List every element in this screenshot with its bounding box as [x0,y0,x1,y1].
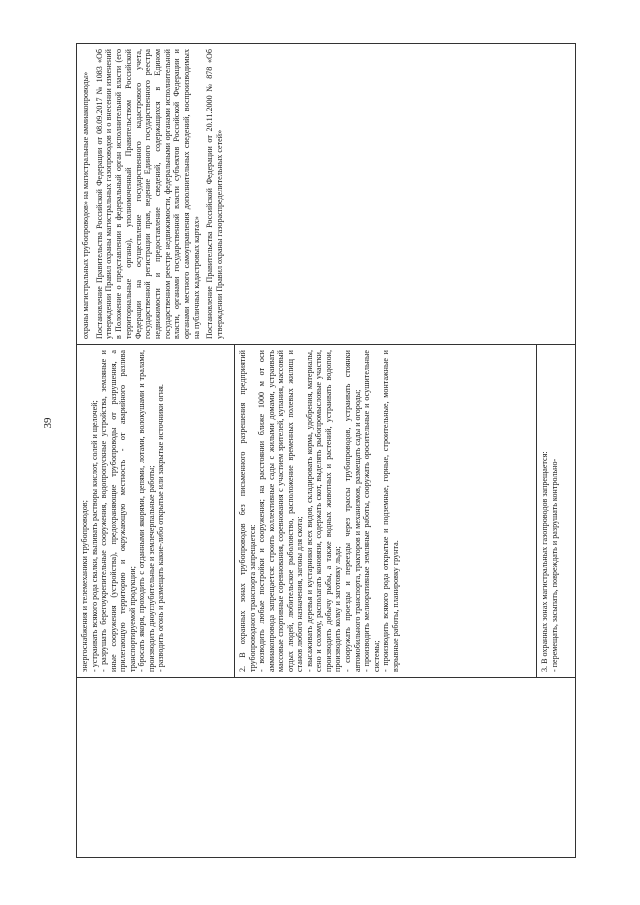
text-line: - перемещать, засыпать, повреждать и разрушать контрольно- [549,458,559,672]
text-line: - возводить любые постройки и сооружения; на расстоянии ближе 1000 м от оси аммиакопровода запрещается: строить коллективные сады с жилыми домами, устраивать массовые спортивные соревнования, соревнования с участием зрителей, купания, массовый отдых людей, любительское рыболовство, расположение временных полевых жилищ и станов любого назначения, загоны для скота; [257,350,305,672]
document-reference: охраны магистральных трубопроводов» на магистральные аммиакопроводы» [81,71,90,339]
restrictions-block-3 [537,345,575,677]
document-reference: Постановление Правительства Российской Федерации от 20.11.2000 № 878 «Об утверждении Правил охраны газораспределительных сетей» [205,49,225,339]
rotated-table [76,43,576,858]
text-line: 3. В охранных зонах магистральных газопроводов запрещается: [540,451,549,672]
text-line: 2. В охранных зонах трубопроводов без письменного разрешения предприятий трубопроводного транспорта запрещается: [238,350,257,672]
restrictions-block-1 [77,345,235,677]
page-number: 39 [42,417,54,429]
documents-column [77,44,575,344]
text-line: - разрушать берегоукрепительные сооружения, водопропускные устройства, земляные и иные сооружения (устройства), предохраняющие трубопроводы от разрушения, а прилегающую территорию и окружающую местность - от аварийного разлива транспортируемой продукции; [99,350,137,672]
text-line: - сооружать проезды и переезды через трассы трубопроводов, устраивать стоянки автомобильного транспорта, тракторов и механизмов, размещать сады и огороды; [343,350,362,672]
text-line: - устраивать всякого рода свалки, выливать растворы кислот, солей и щелочей; [89,400,99,672]
restrictions-block-2 [235,345,537,677]
text-line: - высаживать деревья и кустарники всех видов, складировать корма, удобрения, материалы, сено и солому, располагать коновязи, содержать скот, выделять рыбопромысловые участки, производить добычу рыбы, а также водных животных и растений, устраивать водопои, производить колку и заготовку льда; [304,350,343,672]
text-line: - разводить огонь и размещать какие-либо открытые или закрытые источники огня. [156,384,166,672]
restrictions-column [77,344,575,677]
text-line: энергоснабжения и телемеханики трубопроводов; [80,500,89,672]
document-reference: Постановление Правительства Российской Федерации от 08.09.2017 № 1083 «Об утверждении Правил охраны магистральных газопроводов и о внесении изменений в Положение о представлении в федеральный орган исполнительной власти (его территориальные органы), уполномоченный Правительством Российской Федерации на осуществление государственного кадастрового учета, государственной регистрации прав, ведение Единого государственного реестра недвижимости и предоставление сведений, содержащихся в Едином государственном реестре недвижимости, федеральными органами исполнительной власти, органами государственной власти субъектов Российской Федерации и органами местного самоуправления дополнительных сведений, воспроизводимых на публичных кадастровых картах» [94,49,201,339]
text-line: - бросать якоря, проходить с отданными якорями, цепями, лотами, волокушами и тралами, производить дноуглубительные и землечерпальные работы; [137,350,156,672]
text-line: - производить мелиоративные земляные работы, сооружать оросительные и осушительные системы; [362,350,381,672]
empty-column [77,677,575,857]
text-line: - производить всякого рода открытые и подземные, горные, строительные, монтажные и взрывные работы, планировку грунта. [381,350,400,672]
